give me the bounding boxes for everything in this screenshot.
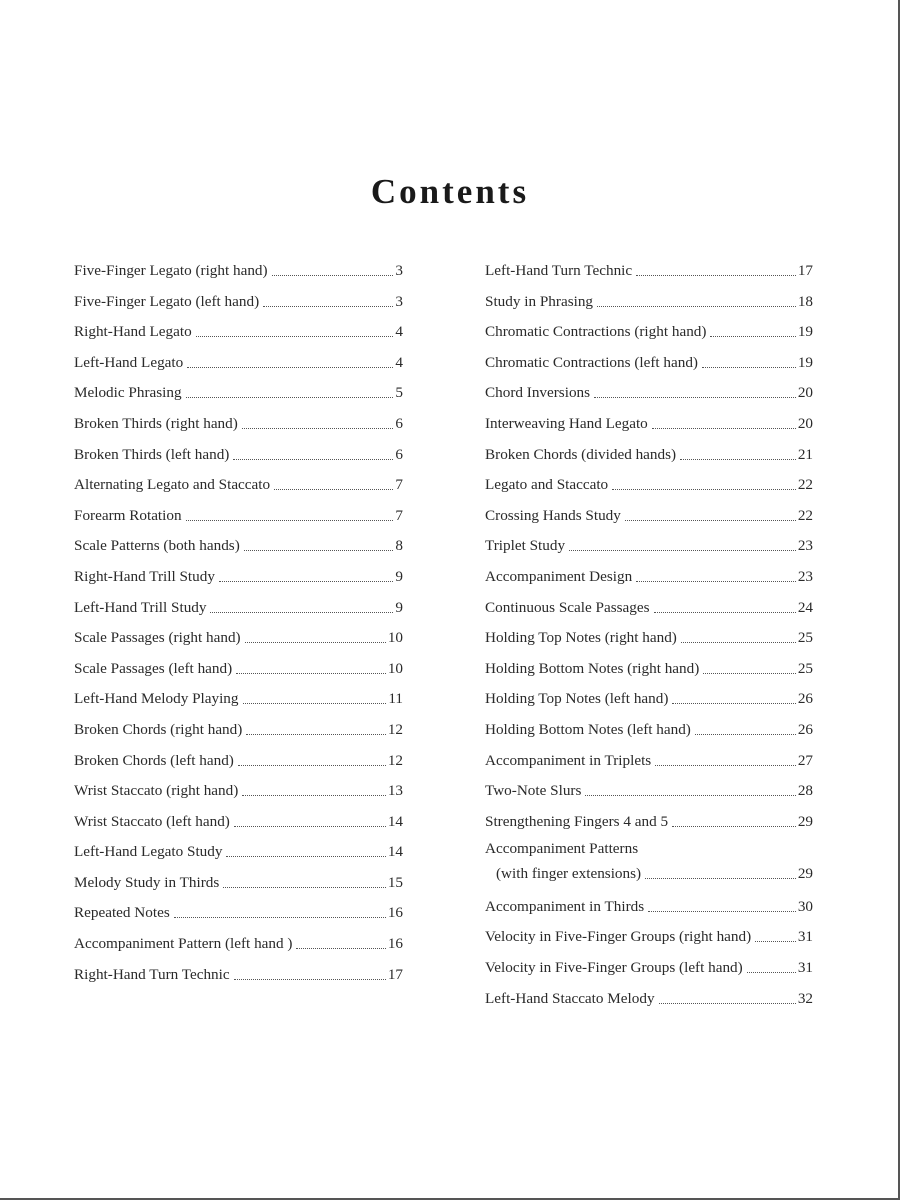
contents-entry [74, 317, 403, 341]
entry-title: Crossing Hands Study [485, 506, 621, 524]
dot-leader [636, 581, 796, 582]
entry-title: Scale Passages (left hand) [74, 659, 233, 677]
dot-leader [585, 795, 795, 796]
entry-page-number: 16 [387, 904, 403, 922]
entry-page-number: 30 [797, 897, 813, 915]
dot-leader [242, 795, 386, 796]
dot-leader [187, 367, 393, 368]
dot-leader [636, 275, 796, 276]
entry-page-number: 23 [797, 537, 813, 555]
entry-page-number: 26 [797, 690, 813, 708]
dot-leader [652, 428, 796, 429]
entry-title: Accompaniment in Triplets [485, 751, 652, 769]
contents-entry [74, 715, 403, 739]
dot-leader [236, 673, 386, 674]
dot-leader [655, 765, 796, 766]
entry-title: Broken Thirds (right hand) [74, 414, 238, 432]
dot-leader [648, 911, 796, 912]
dot-leader [612, 489, 796, 490]
dot-leader [680, 459, 796, 460]
contents-entry [74, 348, 403, 372]
contents-entry [74, 654, 403, 678]
contents-entry [74, 837, 403, 861]
contents-entry [485, 684, 813, 708]
dot-leader [681, 642, 796, 643]
entry-page-number: 3 [395, 292, 403, 310]
contents-entry [485, 409, 813, 433]
dot-leader [186, 520, 394, 521]
dot-leader [569, 550, 796, 551]
entry-page-number: 6 [395, 414, 403, 432]
entry-title: Left-Hand Staccato Melody [485, 989, 655, 1007]
contents-entry [485, 892, 813, 916]
entry-title: Left-Hand Legato Study [74, 843, 223, 861]
entry-page-number: 7 [395, 506, 403, 524]
dot-leader [226, 856, 385, 857]
contents-entry [485, 715, 813, 739]
entry-page-number: 9 [395, 598, 403, 616]
contents-entry [74, 807, 403, 831]
entry-title: Alternating Legato and Staccato [74, 476, 271, 494]
entry-page-number: 21 [797, 445, 813, 463]
entry-title: Scale Passages (right hand) [74, 629, 241, 647]
contents-entry [485, 348, 813, 372]
entry-title: Broken Thirds (left hand) [74, 445, 230, 463]
dot-leader [594, 397, 796, 398]
entry-page-number: 14 [387, 812, 403, 830]
contents-entry [74, 960, 403, 984]
entry-page-number: 10 [387, 659, 403, 677]
dot-leader [238, 765, 386, 766]
entry-page-number: 22 [797, 506, 813, 524]
contents-entry [74, 562, 403, 586]
entry-page-number: 25 [797, 629, 813, 647]
entry-page-number: 11 [388, 690, 403, 708]
contents-entry [74, 440, 403, 464]
dot-leader [234, 826, 386, 827]
contents-left-column [74, 256, 403, 990]
dot-leader [659, 1003, 796, 1004]
entry-title: Study in Phrasing [485, 292, 594, 310]
entry-page-number: 8 [395, 537, 403, 555]
dot-leader [296, 948, 385, 949]
entry-page-number: 17 [387, 965, 403, 983]
contents-entry [485, 317, 813, 341]
dot-leader [210, 612, 393, 613]
entry-title: Forearm Rotation [74, 506, 182, 524]
contents-entry [485, 654, 813, 678]
dot-leader [246, 734, 386, 735]
contents-entry [485, 562, 813, 586]
entry-page-number: 12 [387, 751, 403, 769]
contents-entry [485, 776, 813, 800]
dot-leader [645, 878, 796, 879]
entry-page-number: 3 [395, 262, 403, 279]
entry-page-number: 32 [797, 989, 813, 1007]
dot-leader [272, 275, 394, 276]
entry-page-number: 18 [797, 292, 813, 310]
contents-entry [485, 470, 813, 494]
entry-title: Holding Bottom Notes (right hand) [485, 659, 700, 677]
entry-title: Accompaniment in Thirds [485, 897, 645, 915]
dot-leader [234, 979, 386, 980]
entry-title: Accompaniment Patterns [485, 840, 639, 858]
entry-title: Left-Hand Melody Playing [74, 690, 239, 708]
dot-leader [219, 581, 393, 582]
entry-title: Triplet Study [485, 537, 566, 555]
dot-leader [597, 306, 796, 307]
entry-page-number: 15 [387, 873, 403, 891]
entry-title: Five-Finger Legato (right hand) [74, 262, 268, 279]
entry-title: Holding Top Notes (right hand) [485, 629, 677, 647]
contents-entry [485, 593, 813, 617]
contents-entry [74, 776, 403, 800]
entry-title: Chromatic Contractions (left hand) [485, 353, 698, 371]
entry-title: Chord Inversions [485, 384, 591, 402]
entry-title: Velocity in Five-Finger Groups (right hand) [485, 928, 752, 946]
contents-entry [74, 531, 403, 555]
entry-page-number: 13 [387, 782, 403, 800]
dot-leader [703, 673, 796, 674]
entry-title: (with finger extensions) [496, 865, 642, 883]
entry-page-number: 12 [387, 720, 403, 738]
page-title: Contents [370, 172, 530, 211]
entry-title: Accompaniment Design [485, 567, 633, 585]
contents-entry [74, 470, 403, 494]
dot-leader [695, 734, 796, 735]
entry-page-number: 4 [395, 353, 403, 371]
entry-page-number: 24 [797, 598, 813, 616]
dot-leader [244, 550, 394, 551]
dot-leader [243, 703, 387, 704]
dot-leader [654, 612, 796, 613]
entry-page-number: 28 [797, 782, 813, 800]
entry-title: Right-Hand Legato [74, 323, 192, 341]
contents-entry [485, 287, 813, 311]
dot-leader [274, 489, 393, 490]
entry-page-number: 31 [797, 959, 813, 977]
contents-entry [485, 256, 813, 280]
entry-page-number: 31 [797, 928, 813, 946]
dot-leader [186, 397, 394, 398]
entry-page-number: 26 [797, 720, 813, 738]
entry-title: Broken Chords (divided hands) [485, 445, 677, 463]
entry-title: Repeated Notes [74, 904, 170, 922]
contents-entry [74, 929, 403, 953]
entry-page-number: 6 [395, 445, 403, 463]
contents-entry [485, 623, 813, 647]
entry-title: Melodic Phrasing [74, 384, 182, 402]
entry-title: Broken Chords (left hand) [74, 751, 234, 769]
dot-leader [263, 306, 393, 307]
entry-page-number: 29 [797, 865, 813, 883]
contents-entry [485, 922, 813, 946]
entry-title: Chromatic Contractions (right hand) [485, 323, 707, 341]
entry-title: Velocity in Five-Finger Groups (left hand) [485, 959, 743, 977]
contents-entry [485, 837, 813, 885]
entry-title: Broken Chords (right hand) [74, 720, 243, 738]
dot-leader [747, 972, 796, 973]
entry-page-number: 19 [797, 353, 813, 371]
dot-leader [174, 917, 386, 918]
dot-leader [755, 941, 796, 942]
dot-leader [625, 520, 796, 521]
entry-page-number: 10 [387, 629, 403, 647]
entry-page-number: 16 [387, 935, 403, 953]
entry-page-number: 14 [387, 843, 403, 861]
contents-entry [485, 984, 813, 1008]
entry-title: Left-Hand Trill Study [74, 598, 207, 616]
entry-page-number: 23 [797, 567, 813, 585]
dot-leader [233, 459, 393, 460]
entry-title: Five-Finger Legato (left hand) [74, 292, 260, 310]
contents-entry [74, 409, 403, 433]
entry-title: Wrist Staccato (left hand) [74, 812, 230, 830]
entry-title: Scale Patterns (both hands) [74, 537, 240, 555]
entry-page-number: 27 [797, 751, 813, 769]
entry-title: Right-Hand Trill Study [74, 567, 215, 585]
contents-entry [74, 287, 403, 311]
entry-page-number: 19 [797, 323, 813, 341]
entry-title: Strengthening Fingers 4 and 5 [485, 812, 669, 830]
entry-page-number: 29 [797, 812, 813, 830]
entry-title: Holding Bottom Notes (left hand) [485, 720, 691, 738]
contents-entry [485, 746, 813, 770]
dot-leader [672, 703, 795, 704]
contents-entry [485, 378, 813, 402]
dot-leader [672, 826, 796, 827]
entry-title: Left-Hand Turn Technic [485, 262, 633, 279]
entry-page-number: 22 [797, 476, 813, 494]
entry-page-number: 4 [395, 323, 403, 341]
entry-title: Wrist Staccato (right hand) [74, 782, 239, 800]
entry-title: Continuous Scale Passages [485, 598, 650, 616]
contents-entry [485, 953, 813, 977]
contents-entry [74, 623, 403, 647]
entry-title: Two-Note Slurs [485, 782, 582, 800]
contents-entry [74, 868, 403, 892]
entry-page-number: 25 [797, 659, 813, 677]
contents-entry [74, 746, 403, 770]
contents-entry [74, 501, 403, 525]
entry-title: Legato and Staccato [485, 476, 609, 494]
entry-page-number: 17 [797, 262, 813, 279]
dot-leader [702, 367, 796, 368]
contents-entry [74, 684, 403, 708]
entry-page-number: 9 [395, 567, 403, 585]
entry-title: Left-Hand Legato [74, 353, 184, 371]
entry-page-number: 7 [395, 476, 403, 494]
entry-page-number: 20 [797, 414, 813, 432]
dot-leader [245, 642, 386, 643]
contents-entry [74, 593, 403, 617]
contents-entry [485, 501, 813, 525]
contents-entry [74, 378, 403, 402]
dot-leader [196, 336, 394, 337]
entry-page-number: 5 [395, 384, 403, 402]
entry-page-number: 20 [797, 384, 813, 402]
entry-title: Right-Hand Turn Technic [74, 965, 230, 983]
dot-leader [710, 336, 795, 337]
contents-entry [74, 256, 403, 280]
contents-entry [485, 440, 813, 464]
entry-title: Melody Study in Thirds [74, 873, 220, 891]
entry-title: Holding Top Notes (left hand) [485, 690, 669, 708]
dot-leader [242, 428, 394, 429]
entry-title: Accompaniment Pattern (left hand ) [74, 935, 293, 953]
contents-right-column [485, 256, 813, 1014]
contents-entry [485, 807, 813, 831]
dot-leader [223, 887, 386, 888]
contents-entry [74, 898, 403, 922]
contents-entry [485, 531, 813, 555]
entry-title: Interweaving Hand Legato [485, 414, 648, 432]
